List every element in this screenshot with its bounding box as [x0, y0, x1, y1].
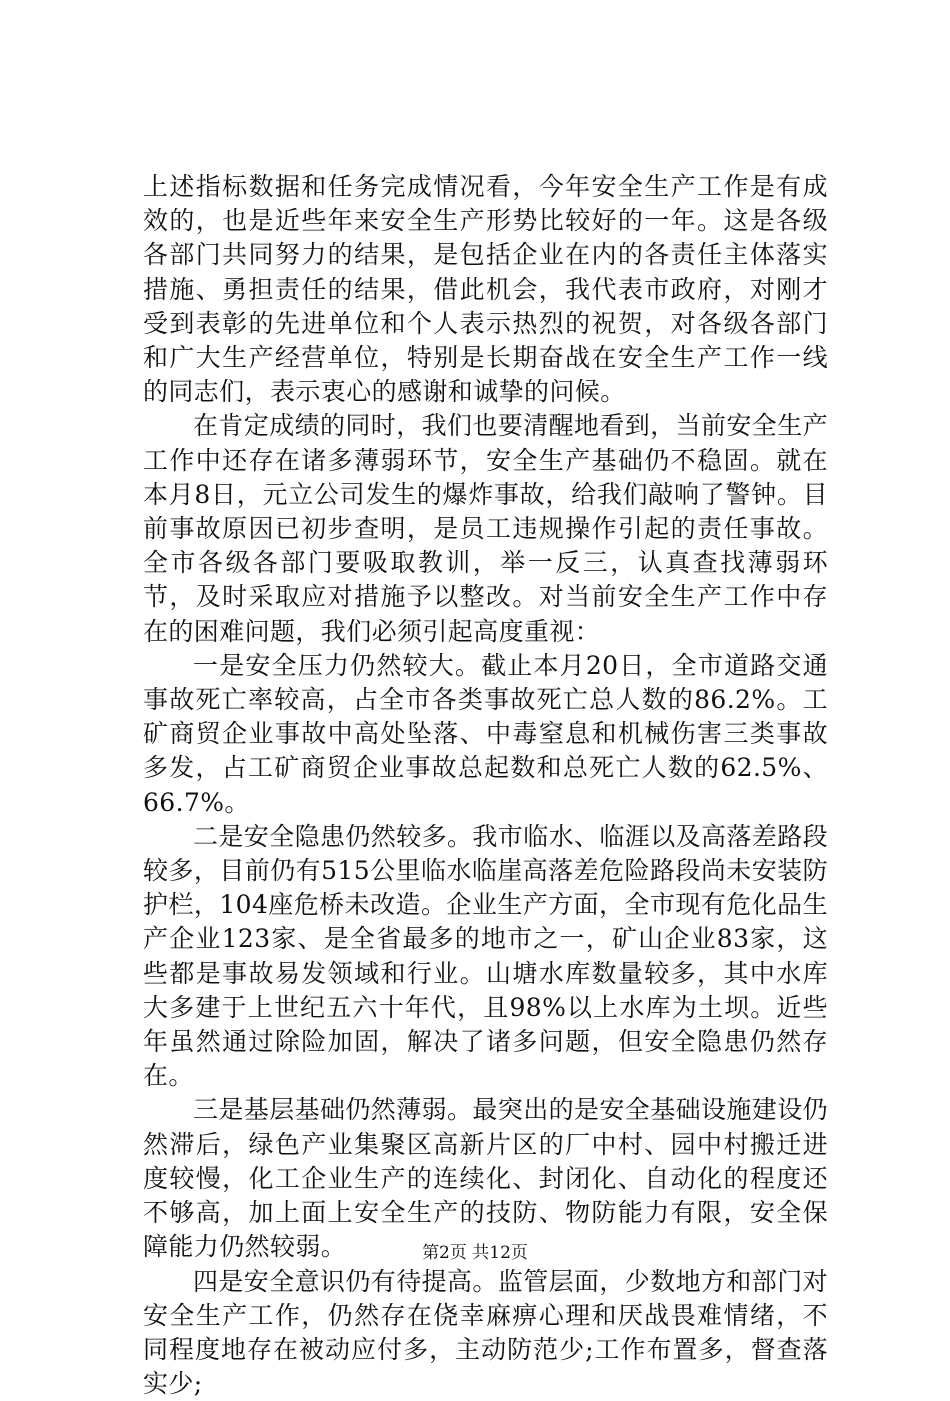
page-number-footer: 第2页 共12页 [0, 1242, 950, 1264]
paragraph-point-four: 四是安全意识仍有待提高。监管层面，少数地方和部门对安全生产工作，仍然存在侥幸麻痹心理和厌战畏难情绪，不同程度地存在被动应付多，主动防范少;工作布置多，督查落实少; [143, 1265, 828, 1401]
paragraph-point-three: 三是基层基础仍然薄弱。最突出的是安全基础设施建设仍然滞后，绿色产业集聚区高新片区的厂中村、园中村搬迁进度较慢，化工企业生产的连续化、封闭化、自动化的程度还不够高，加上面上安全生产的技防、物防能力有限，安全保障能力仍然较弱。 [143, 1093, 828, 1264]
document-body [143, 170, 828, 1401]
paragraph-continuation: 上述指标数据和任务完成情况看，今年安全生产工作是有成效的，也是近些年来安全生产形势比较好的一年。这是各级各部门共同努力的结果，是包括企业在内的各责任主体落实措施、勇担责任的结果，借此机会，我代表市政府，对刚才受到表彰的先进单位和个人表示热烈的祝贺，对各级各部门和广大生产经营单位，特别是长期奋战在安全生产工作一线的同志们，表示衷心的感谢和诚挚的问候。 [143, 170, 828, 409]
paragraph-point-two: 二是安全隐患仍然较多。我市临水、临涯以及高落差路段较多，目前仍有515公里临水临崖高落差危险路段尚未安装防护栏，104座危桥未改造。企业生产方面，全市现有危化品生产企业123家、是全省最多的地市之一，矿山企业83家，这些都是事故易发领域和行业。山塘水库数量较多，其中水库大多建于上世纪五六十年代，且98%以上水库为土坝。近些年虽然通过除险加固，解决了诸多问题，但安全隐患仍然存在。 [143, 820, 828, 1094]
paragraph-shortcomings-intro: 在肯定成绩的同时，我们也要清醒地看到，当前安全生产工作中还存在诸多薄弱环节，安全生产基础仍不稳固。就在本月8日，元立公司发生的爆炸事故，给我们敲响了警钟。目前事故原因已初步查明，是员工违规操作引起的责任事故。全市各级各部门要吸取教训，举一反三，认真查找薄弱环节，及时采取应对措施予以整改。对当前安全生产工作中存在的困难问题，我们必须引起高度重视： [143, 409, 828, 648]
paragraph-point-one: 一是安全压力仍然较大。截止本月20日，全市道路交通事故死亡率较高，占全市各类事故死亡总人数的86.2%。工矿商贸企业事故中高处坠落、中毒窒息和机械伤害三类事故多发，占工矿商贸企业事故总起数和总死亡人数的62.5%、66.7%。 [143, 649, 828, 820]
